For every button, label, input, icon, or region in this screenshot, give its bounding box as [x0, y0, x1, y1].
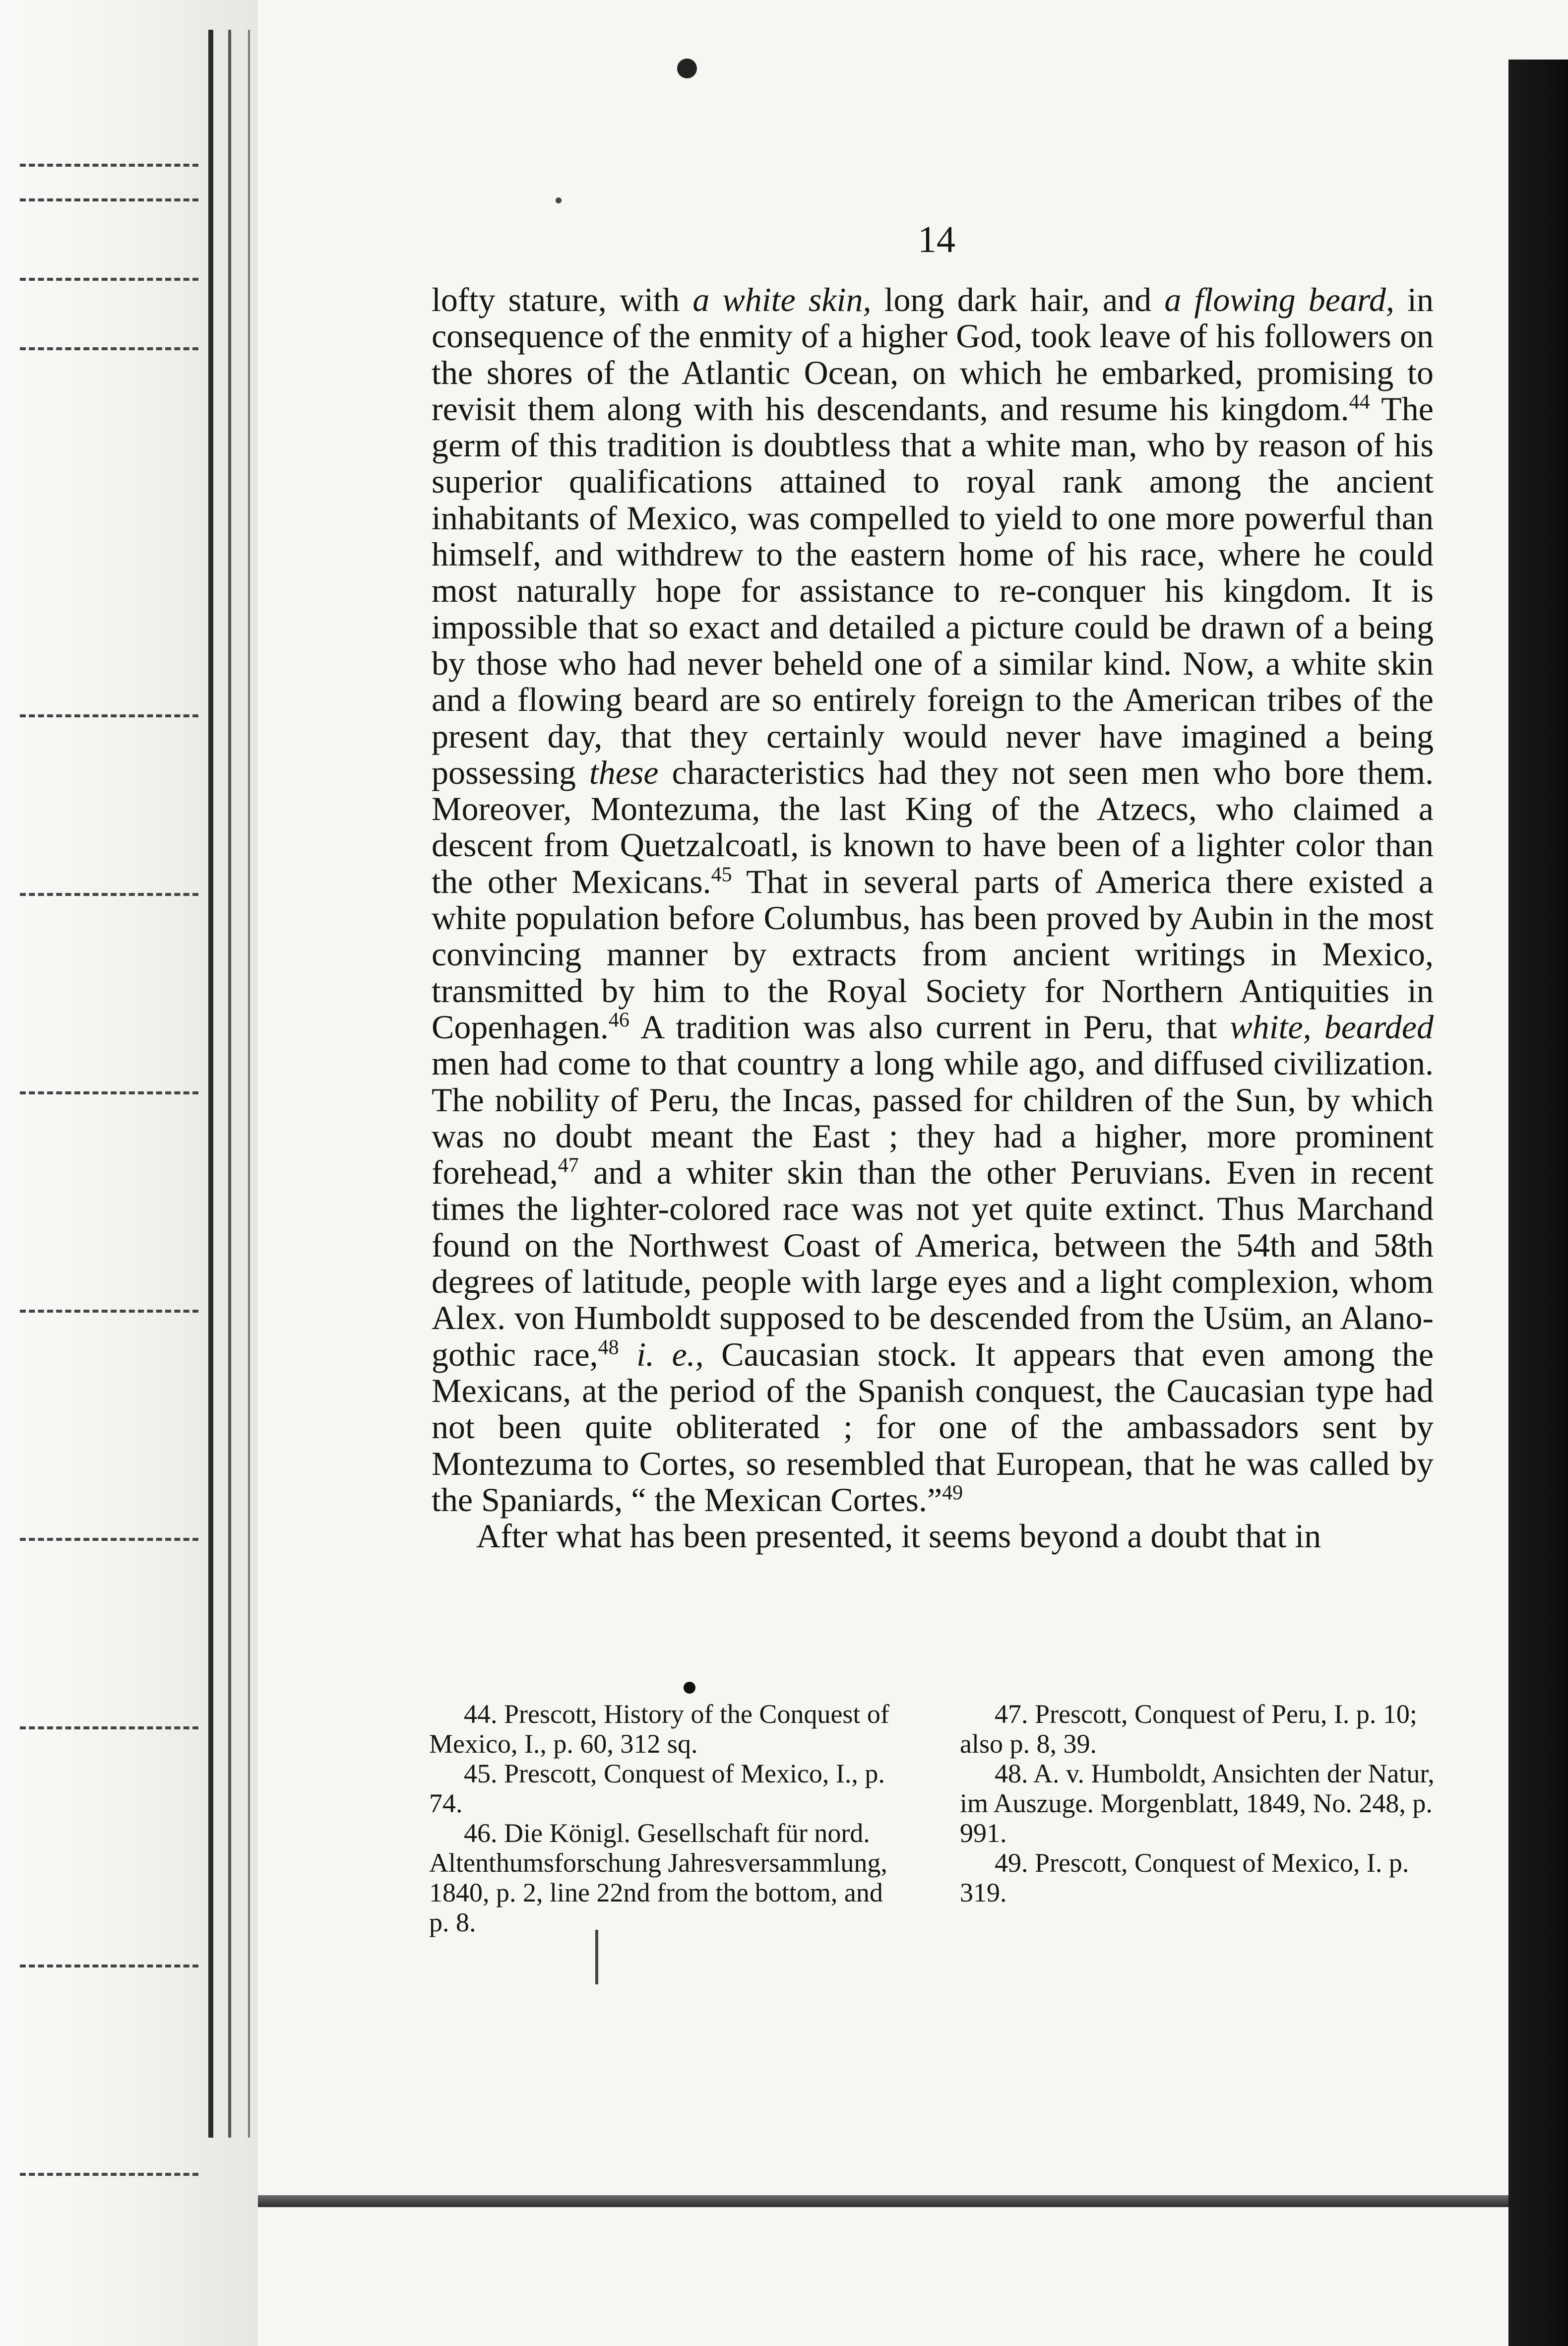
paragraph [432, 282, 1434, 1518]
scan-artifact [20, 1965, 198, 1967]
text-run: characteristics had they not seen men who bore them. Moreover, Montezuma, the last King of the Atzecs, who claimed a descent from Quetzalcoatl, is known to have been of a lighter color than the other Mexicans. [432, 753, 1434, 900]
scan-artifact [20, 1310, 198, 1313]
italic-text: these [589, 753, 659, 791]
binding-edge [248, 30, 250, 2138]
footnote-ref: 48 [598, 1335, 619, 1359]
scan-artifact [20, 714, 198, 717]
scan-artifact [20, 278, 198, 281]
footnote: 45. Prescott, Conquest of Mexico, I., p. 74. [429, 1759, 885, 1818]
italic-text: a flowing beard, [1164, 281, 1394, 318]
paragraph [432, 1518, 1434, 1554]
scan-artifact [20, 198, 198, 201]
footnotes-right-column [960, 1699, 1436, 1937]
footnote: 44. Prescott, History of the Conquest of Mexico, I., p. 60, 312 sq. [429, 1699, 889, 1759]
bottom-page-edge-shadow [258, 2195, 1508, 2207]
footnote-ref: 47 [558, 1154, 579, 1177]
body-text [432, 282, 1434, 1554]
footnote-ref: 44 [1349, 390, 1370, 414]
binding-edge [208, 30, 213, 2138]
footnote-ref: 45 [711, 863, 732, 887]
page-number: 14 [918, 219, 955, 260]
left-gutter-binding [0, 0, 258, 2346]
scan-artifact [20, 1726, 198, 1729]
scan-artifact [20, 1538, 198, 1541]
footnote: 47. Prescott, Conquest of Peru, I. p. 10; also p. 8, 39. [960, 1699, 1417, 1759]
footnotes-left-column [429, 1699, 905, 1937]
text-run: Caucasian stock. It appears that even among the Mexicans, at the period of the Spanish conquest, the Caucasian type had not been quite obliterated ; for one of the ambassadors sent by Montezuma to Cortes, so resembled that European, that he was called by the Spaniards, “ the Mexican Cortes.” [432, 1335, 1434, 1519]
scan-artifact [20, 164, 198, 167]
ink-speck [556, 197, 562, 203]
text-run: A tradition was also current in Peru, that [629, 1008, 1230, 1046]
scan-artifact [20, 893, 198, 896]
footnote-ref: 49 [942, 1481, 963, 1505]
text-run: The germ of this tradition is doubtless that a white man, who by reason of his superior qualifications attained to royal rank among the ancient inhabitants of Mexico, was compelled to yield to one more powerful than himself, and withdrew to the eastern home of his race, where he could most naturally hope for assistance to re-conquer his kingdom. It is impossible that so exact and detailed a picture could be drawn of a being by those who had never beheld one of a similar kind. Now, a white skin and a flowing beard are so entirely foreign to the American tribes of the present day, that they certainly would never have imagined a being possessing [432, 389, 1434, 791]
text-run [619, 1335, 636, 1373]
footnote: 48. A. v. Humboldt, Ansichten der Natur, im Auszuge. Morgenblatt, 1849, No. 248, p. 991. [960, 1759, 1435, 1848]
right-page-edge-shadow [1508, 60, 1568, 2346]
text-run: men had come to that country a long while ago, and diffused civilization. The nobility of Peru, the Incas, passed for children of the Sun, by which was no doubt meant the East ; they had a higher, more prominent forehead, [432, 1044, 1434, 1192]
scan-artifact [20, 347, 198, 350]
text-run: long dark hair, and [871, 281, 1165, 318]
text-run: That in several parts of America there existed a white population before Columbus, has been proved by Aubin in the most convincing manner by extracts from ancient writings in Mexico, transmitted by him to the Royal Society for Northern Antiquities in Copenhagen. [432, 862, 1434, 1046]
binding-edge [228, 30, 231, 2138]
footnote: 46. Die Königl. Gesellschaft für nord. Altenthumsforschung Jahresversammlung, 1840, p. 2, line 22nd from the bottom, and p. 8. [429, 1818, 887, 1937]
text-run: and a whiter skin than the other Peruvians. Even in recent times the lighter-colored race was not yet quite extinct. Thus Marchand found on the Northwest Coast of America, between the 54th and 58th degrees of latitude, people with large eyes and a light complexion, whom Alex. von Humboldt supposed to be descended from the Usüm, an Alano-gothic race, [432, 1153, 1434, 1373]
text-run: lofty stature, with [432, 281, 693, 318]
italic-text: white, bearded [1230, 1008, 1434, 1046]
ink-dot [684, 1682, 695, 1694]
footnotes [429, 1699, 1436, 1937]
text-run: After what has been presented, it seems beyond a doubt that in [476, 1517, 1321, 1555]
ink-mark [677, 59, 697, 78]
footnote-ref: 46 [608, 1009, 629, 1032]
scan-artifact [20, 1091, 198, 1094]
italic-text: i. e., [636, 1335, 704, 1373]
scan-artifact [20, 2173, 198, 2176]
text-run: in consequence of the enmity of a higher God, took leave of his followers on the shores of the Atlantic Ocean, on which he embarked, promising to revisit them along with his descendants, and resume his kingdom. [432, 281, 1434, 428]
ink-speck [595, 1930, 598, 1984]
italic-text: a white skin, [692, 281, 872, 318]
footnote: 49. Prescott, Conquest of Mexico, I. p. 319. [960, 1848, 1409, 1907]
